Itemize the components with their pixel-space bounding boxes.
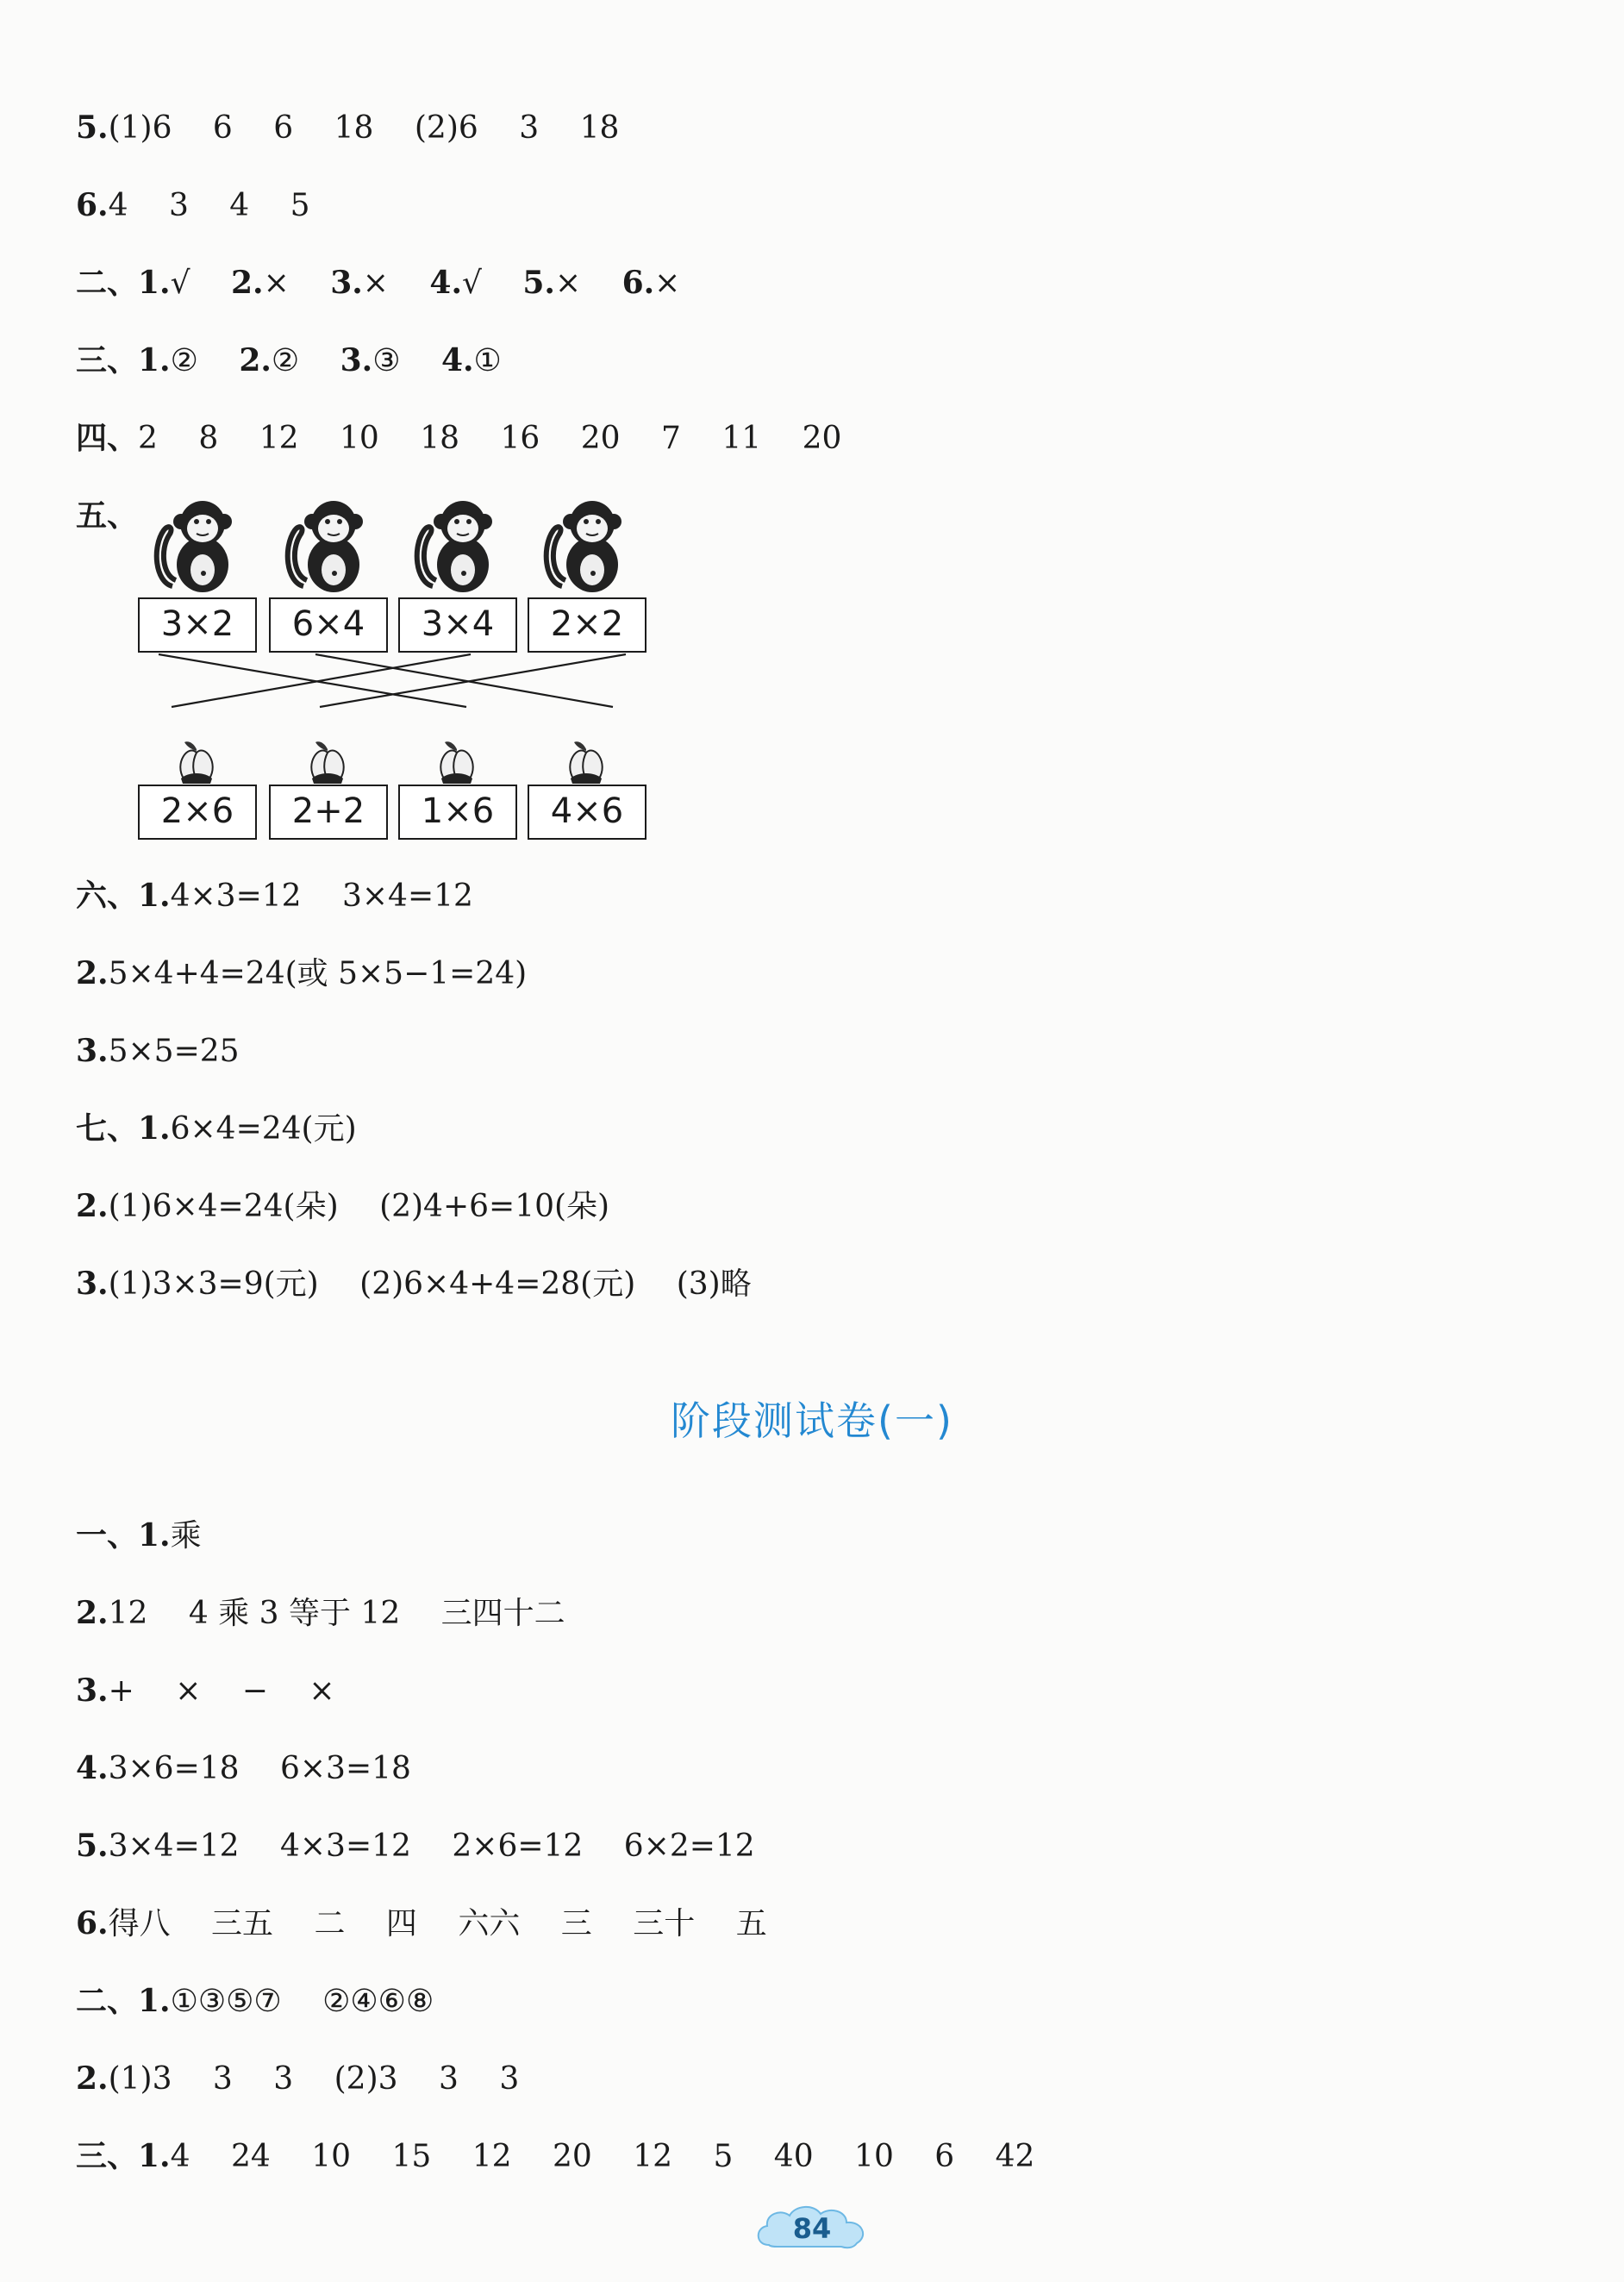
- monkey-icon: [417, 501, 492, 592]
- answer-text: (1)3×3=9(元) (2)6×4+4=28(元) (3)略: [108, 1266, 752, 1302]
- answer-text: √ 2.× 3.× 4.√ 5.× 6.×: [170, 265, 681, 301]
- answer-text: 4 24 10 15 12 20 12 5 40 10 6 42: [170, 2139, 1035, 2174]
- bottom-box: 1×6: [398, 785, 517, 840]
- peach-icon: [311, 741, 343, 784]
- answer-line: [76, 1185, 609, 1228]
- answer-text: 4×3=12 3×4=12: [170, 878, 473, 914]
- answer-text: 2 8 12 10 18 16 20 7 11 20: [138, 421, 842, 456]
- answer-text: (1)6 6 6 18 (2)6 3 18: [108, 110, 620, 146]
- answer-text: 5×5=25: [108, 1034, 240, 1069]
- question-number: 2.: [76, 1595, 109, 1631]
- question-number: 三、1.: [76, 2138, 171, 2174]
- section-title: 阶段测试卷(一): [671, 1397, 953, 1444]
- answer-line: [76, 1825, 755, 1867]
- peach-icon: [180, 741, 212, 784]
- page-badge: [752, 2202, 872, 2255]
- question-number: 5.: [76, 109, 109, 146]
- answer-text: 3×4=12 4×3=12 2×6=12 6×2=12: [108, 1829, 755, 1864]
- answer-text: 乘: [170, 1518, 202, 1554]
- question-number: 二、1.: [76, 1983, 171, 2019]
- page-number: 84: [792, 2212, 832, 2245]
- answer-text: 3×6=18 6×3=18: [108, 1751, 411, 1786]
- question-number: 3.: [76, 1266, 109, 1302]
- answer-line: [76, 1515, 202, 1557]
- answer-line: [76, 417, 841, 460]
- question-number: 2.: [76, 2060, 109, 2097]
- answer-line: [76, 1592, 565, 1635]
- question-number: 3.: [76, 1033, 109, 1069]
- answer-line: [76, 107, 619, 149]
- top-box: 3×4: [398, 597, 517, 653]
- answer-text: + × − ×: [108, 1673, 335, 1709]
- monkey-icon: [288, 501, 363, 592]
- answer-text: (1)3 3 3 (2)3 3 3: [108, 2061, 520, 2097]
- answer-line: [76, 1903, 767, 1945]
- answer-line: [76, 1108, 357, 1150]
- question-number: 一、1.: [76, 1517, 171, 1554]
- monkey-icon: [157, 501, 232, 592]
- peach-icon: [440, 741, 472, 784]
- answer-line: [76, 1030, 240, 1072]
- answer-line: [76, 184, 310, 227]
- bottom-box: 4×6: [528, 785, 646, 840]
- answer-line: [76, 953, 527, 995]
- answer-text: 得八 三五 二 四 六六 三 三十 五: [108, 1906, 767, 1941]
- question-number: 6.: [76, 1905, 109, 1941]
- question-number: 4.: [76, 1750, 109, 1786]
- question-number: 六、1.: [76, 878, 171, 914]
- peach-icon: [570, 741, 602, 784]
- answer-line: [76, 1747, 411, 1790]
- answer-line: [76, 1980, 434, 2023]
- monkey-icon: [547, 501, 621, 592]
- answer-line: [76, 1263, 752, 1305]
- bottom-box: 2+2: [269, 785, 388, 840]
- bottom-box: 2×6: [138, 785, 257, 840]
- answer-line: [76, 2135, 1034, 2178]
- top-box: 3×2: [138, 597, 257, 653]
- top-box: 2×2: [528, 597, 646, 653]
- answer-line: [76, 1670, 335, 1712]
- connection-line: [320, 654, 626, 707]
- question-number: 2.: [76, 1188, 109, 1224]
- question-number: 2.: [76, 955, 109, 991]
- connection-line: [159, 654, 466, 707]
- answer-line: [76, 2058, 519, 2100]
- answer-text: 12 4 乘 3 等于 12 三四十二: [108, 1596, 565, 1631]
- question-number: 四、: [76, 420, 139, 456]
- answer-line: [76, 340, 502, 382]
- top-box: 6×4: [269, 597, 388, 653]
- answer-text: ② 2.② 3.③ 4.①: [170, 342, 502, 378]
- question-number: 三、1.: [76, 342, 171, 378]
- answer-text: 4 3 4 5: [108, 188, 310, 223]
- question-number: 五、: [76, 497, 139, 534]
- connection-line: [315, 654, 613, 707]
- answer-text: 6×4=24(元): [170, 1111, 357, 1147]
- answer-text: (1)6×4=24(朵) (2)4+6=10(朵): [108, 1189, 610, 1224]
- answer-line: [76, 875, 473, 917]
- question-number: 七、1.: [76, 1110, 171, 1147]
- answer-text: 5×4+4=24(或 5×5−1=24): [108, 956, 528, 991]
- answer-line: [76, 262, 680, 304]
- question-number: 6.: [76, 187, 109, 223]
- answer-text: ①③⑤⑦ ②④⑥⑧: [170, 1984, 434, 2019]
- question-number: 3.: [76, 1672, 109, 1709]
- question-number: 5.: [76, 1828, 109, 1864]
- question-number: 二、1.: [76, 265, 171, 301]
